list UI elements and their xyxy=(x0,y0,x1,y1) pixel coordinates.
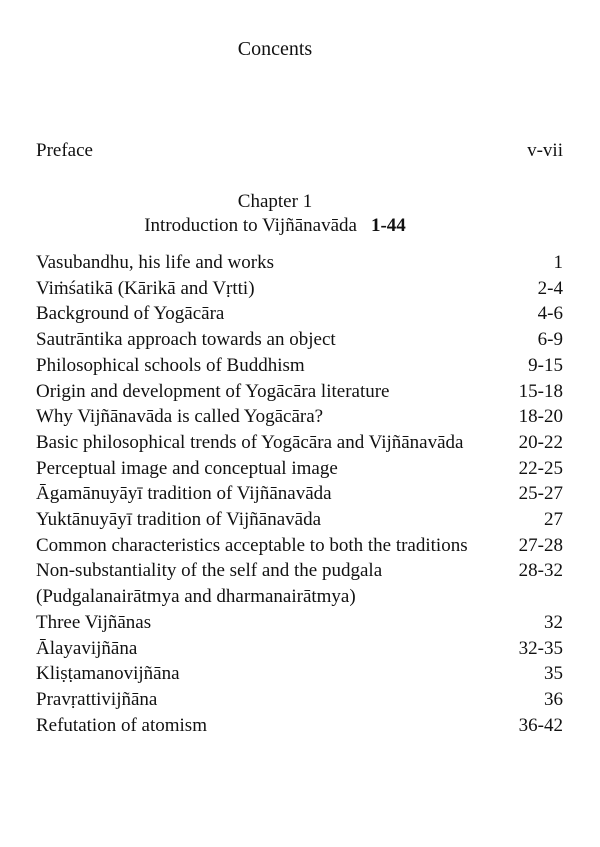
toc-entry-title: Kliṣṭamanovijñāna xyxy=(36,663,180,685)
toc-entry xyxy=(36,558,563,609)
toc-entry xyxy=(36,404,563,430)
chapter-pages: 1-44 xyxy=(370,215,406,236)
preface-title: Preface xyxy=(36,140,93,161)
toc-entry-title: Origin and development of Yogācāra literature xyxy=(36,380,390,402)
toc-entry-pages: 6-9 xyxy=(537,329,563,351)
toc-entry-pages: 25-27 xyxy=(518,483,563,505)
toc-entry-title: Basic philosophical trends of Yogācāra and Vijñānavāda xyxy=(36,431,464,453)
toc-entry xyxy=(36,481,563,507)
toc-entry xyxy=(36,250,563,276)
toc-entry-pages: 4-6 xyxy=(537,303,563,325)
toc-entry-pages: 9-15 xyxy=(528,354,563,376)
toc-entry-title: Pravṛattivijñāna xyxy=(36,688,158,710)
toc-entry xyxy=(36,610,563,636)
toc-entry xyxy=(36,713,563,739)
toc-entry xyxy=(36,533,563,559)
toc-entry-title: Philosophical schools of Buddhism xyxy=(36,354,305,376)
toc-entry-pages: 32 xyxy=(544,611,563,633)
toc-entry-title: Yuktānuyāyī tradition of Vijñānavāda xyxy=(36,509,322,531)
toc-entry-pages: 32-35 xyxy=(518,637,563,659)
toc-entry xyxy=(36,636,563,662)
toc-entry xyxy=(36,379,563,405)
toc-entry xyxy=(36,276,563,302)
toc-entry xyxy=(36,456,563,482)
toc-entry-pages: 15-18 xyxy=(518,380,563,402)
chapter-title-line xyxy=(0,214,550,238)
toc-entry-pages: 36-42 xyxy=(518,714,563,736)
toc-entry xyxy=(36,327,563,353)
toc-entry-pages: 28-32 xyxy=(518,560,563,582)
toc-entry-pages: 27-28 xyxy=(518,534,563,556)
preface-pages: v-vii xyxy=(527,140,563,161)
toc-entry xyxy=(36,301,563,327)
chapter-title: Introduction to Vijñānavāda xyxy=(144,215,357,236)
page-title: Concents xyxy=(237,38,313,60)
toc-entry-title: Perceptual image and conceptual image xyxy=(36,457,338,479)
toc-entry xyxy=(36,430,563,456)
toc-entry xyxy=(36,507,563,533)
toc-entry-pages: 20-22 xyxy=(518,431,563,453)
toc-entry-pages: 35 xyxy=(544,663,563,685)
toc-entry-preface xyxy=(36,140,563,162)
toc-entry xyxy=(36,687,563,713)
toc-entry-pages: 22-25 xyxy=(518,457,563,479)
toc-entry-title: Viṁśatikā (Kārikā and Vṛtti) xyxy=(36,277,255,299)
toc-entry-pages: 1 xyxy=(553,252,563,273)
toc-list xyxy=(36,250,563,738)
toc-entry-title: Non-substantiality of the self and the pudgala (Pudgalanairātmya and dharmanairātmya) xyxy=(36,560,383,608)
toc-entry-title: Refutation of atomism xyxy=(36,714,207,736)
toc-entry-pages: 18-20 xyxy=(518,406,563,428)
toc-entry-title: Background of Yogācāra xyxy=(36,303,225,325)
toc-entry-pages: 2-4 xyxy=(537,277,563,299)
chapter-number: Chapter 1 xyxy=(237,191,313,212)
toc-entry-title: Sautrāntika approach towards an object xyxy=(36,329,336,351)
toc-entry-title: Vasubandhu, his life and works xyxy=(36,252,274,273)
toc-entry-title: Three Vijñānas xyxy=(36,611,152,633)
toc-entry-pages: 36 xyxy=(544,688,563,710)
toc-entry-title: Common characteristics acceptable to both the traditions xyxy=(36,534,468,556)
toc-entry-title: Why Vijñānavāda is called Yogācāra? xyxy=(36,406,324,428)
toc-entry-title: Āgamānuyāyī tradition of Vijñānavāda xyxy=(36,483,332,505)
toc-entry-title: Ālayavijñāna xyxy=(36,637,138,659)
toc-entry xyxy=(36,661,563,687)
toc-entry-pages: 27 xyxy=(544,509,563,531)
chapter-heading xyxy=(0,190,550,238)
toc-entry xyxy=(36,353,563,379)
